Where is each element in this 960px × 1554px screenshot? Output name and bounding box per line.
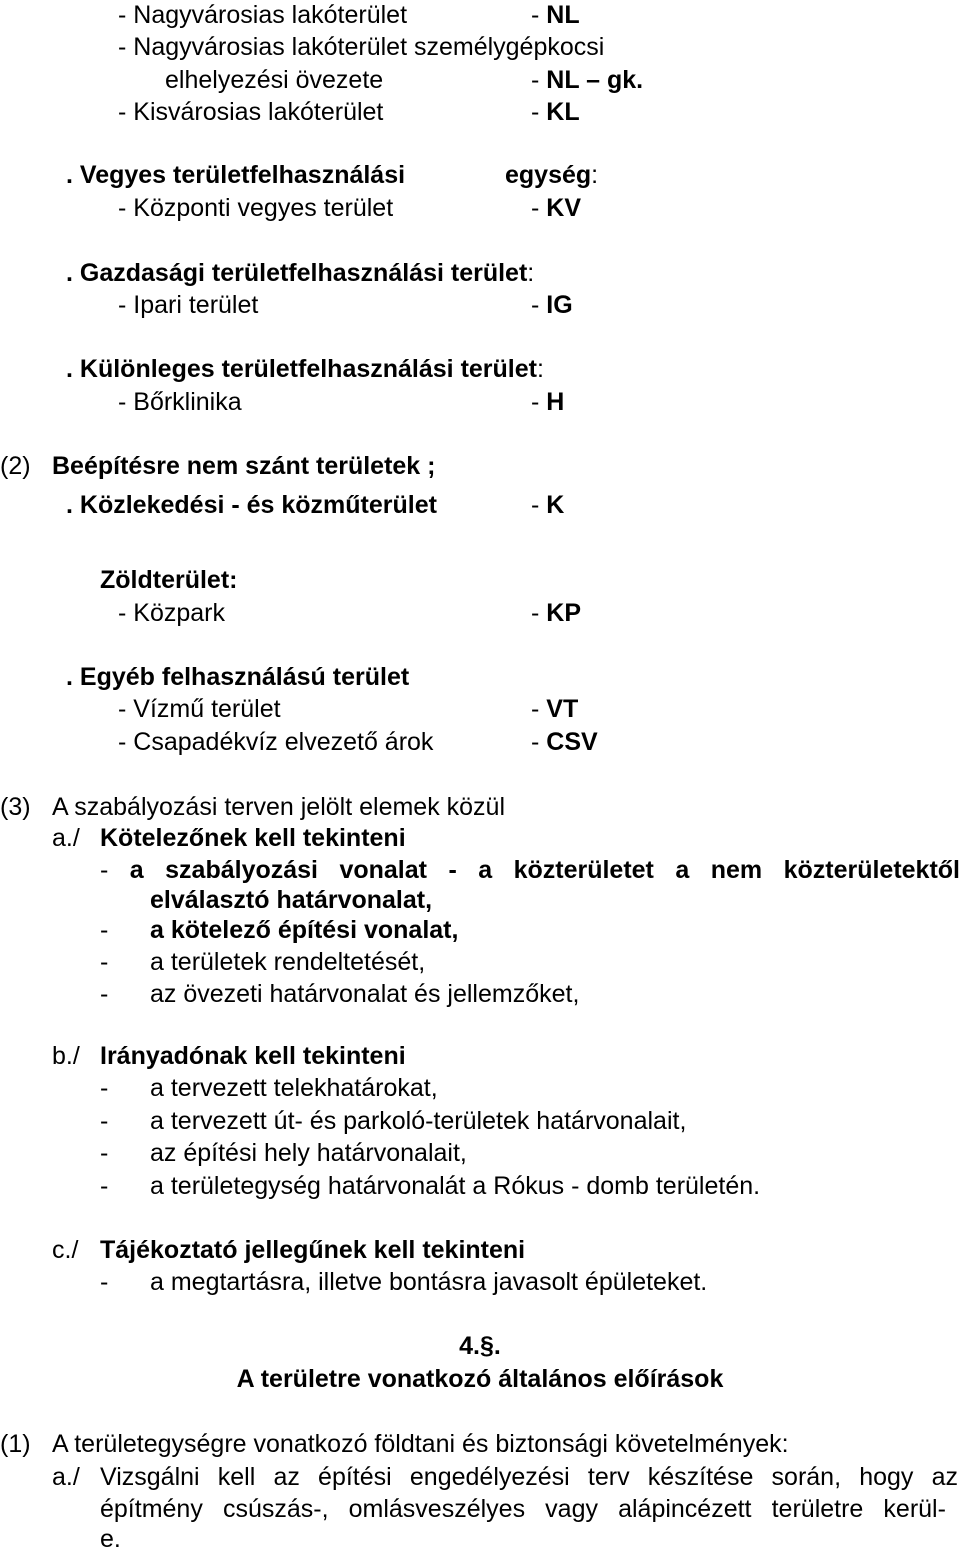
section3-b-item-3-dash: -: [100, 1139, 109, 1167]
section1-a-line-2: építmény csúszás-, omlásveszélyes vagy alápincézett területre kerül-: [100, 1495, 946, 1523]
special-item: - Bőrklinika: [118, 388, 242, 416]
section3-a-heading: Kötelezőnek kell tekinteni: [100, 824, 406, 852]
section1-a-line-3: e.: [100, 1525, 121, 1553]
section3-b-item-4: a területegység határvonalát a Rókus - domb területén.: [150, 1172, 761, 1200]
mixed-code: - KV: [531, 194, 582, 222]
section3-a-item-2-dash: -: [100, 916, 109, 944]
mixed-heading: . Vegyes területfelhasználási: [66, 161, 406, 189]
section3-b-item-4-dash: -: [100, 1172, 109, 1200]
section3-a-item-3-dash: -: [100, 948, 109, 976]
zone-kl-code: - KL: [531, 98, 580, 126]
section1-text: A területegységre vonatkozó földtani és biztonsági követelmények:: [52, 1430, 789, 1458]
zone-nlgk-label: - Nagyvárosias lakóterület személygépkocsi: [118, 33, 605, 61]
section3-c-item-dash: -: [100, 1268, 109, 1296]
section3-b-label: b./: [52, 1042, 80, 1070]
transport-heading: . Közlekedési - és közműterület: [66, 491, 437, 519]
mixed-item: - Központi vegyes terület: [118, 194, 394, 222]
section3-a-item-1: - a szabályozási vonalat - a közterületet a nem közterületektől: [100, 856, 960, 884]
zone-nl-label: - Nagyvárosias lakóterület: [118, 1, 408, 29]
section3-a-label: a./: [52, 824, 80, 852]
chapter-title: A területre vonatkozó általános előírások: [236, 1365, 724, 1393]
section1-a-line-1: Vizsgálni kell az építési engedélyezési terv készítése során, hogy az: [100, 1463, 958, 1491]
section2-heading: Beépítésre nem szánt területek ;: [52, 452, 436, 480]
section3-a-item-3: a területek rendeltetését,: [150, 948, 426, 976]
green-heading: Zöldterület:: [100, 566, 238, 594]
section1-number: (1): [0, 1430, 31, 1458]
mixed-heading-unit: egység:: [505, 161, 599, 189]
section3-b-item-1-dash: -: [100, 1074, 109, 1102]
section1-a-label: a./: [52, 1463, 80, 1491]
section3-heading: A szabályozási terven jelölt elemek közül: [52, 793, 506, 821]
other-item-1: - Vízmű terület: [118, 695, 281, 723]
zone-kl-label: - Kisvárosias lakóterület: [118, 98, 384, 126]
chapter-number: 4.§.: [459, 1332, 501, 1360]
other-code-1: - VT: [531, 695, 579, 723]
section3-c-item: a megtartásra, illetve bontásra javasolt épületeket.: [150, 1268, 708, 1296]
section3-number: (3): [0, 793, 31, 821]
section3-b-item-1: a tervezett telekhatárokat,: [150, 1074, 438, 1102]
transport-code: - K: [531, 491, 565, 519]
section3-a-item-2: a kötelező építési vonalat,: [150, 916, 459, 944]
special-code: - H: [531, 388, 565, 416]
section3-a-item-1-cont: elválasztó határvonalat,: [150, 886, 433, 914]
special-heading: . Különleges területfelhasználási terület:: [66, 355, 544, 383]
section3-a-item-4-dash: -: [100, 980, 109, 1008]
green-item: - Közpark: [118, 599, 225, 627]
section3-c-label: c./: [52, 1236, 79, 1264]
economic-heading: . Gazdasági területfelhasználási terület:: [66, 259, 535, 287]
section2-number: (2): [0, 452, 31, 480]
zone-nlgk-code: - NL – gk.: [531, 66, 644, 94]
section3-b-heading: Irányadónak kell tekinteni: [100, 1042, 406, 1070]
section3-b-item-3: az építési hely határvonalait,: [150, 1139, 467, 1167]
section3-b-item-2-dash: -: [100, 1107, 109, 1135]
zone-nlgk-label-cont: elhelyezési övezete: [165, 66, 384, 94]
other-heading: . Egyéb felhasználású terület: [66, 663, 410, 691]
other-item-2: - Csapadékvíz elvezető árok: [118, 728, 434, 756]
section3-c-heading: Tájékoztató jellegűnek kell tekinteni: [100, 1236, 526, 1264]
section3-a-item-4: az övezeti határvonalat és jellemzőket,: [150, 980, 580, 1008]
green-code: - KP: [531, 599, 582, 627]
economic-item: - Ipari terület: [118, 291, 259, 319]
zone-nl-code: - NL: [531, 1, 580, 29]
other-code-2: - CSV: [531, 728, 598, 756]
section3-b-item-2: a tervezett út- és parkoló-területek határvonalait,: [150, 1107, 687, 1135]
economic-code: - IG: [531, 291, 573, 319]
